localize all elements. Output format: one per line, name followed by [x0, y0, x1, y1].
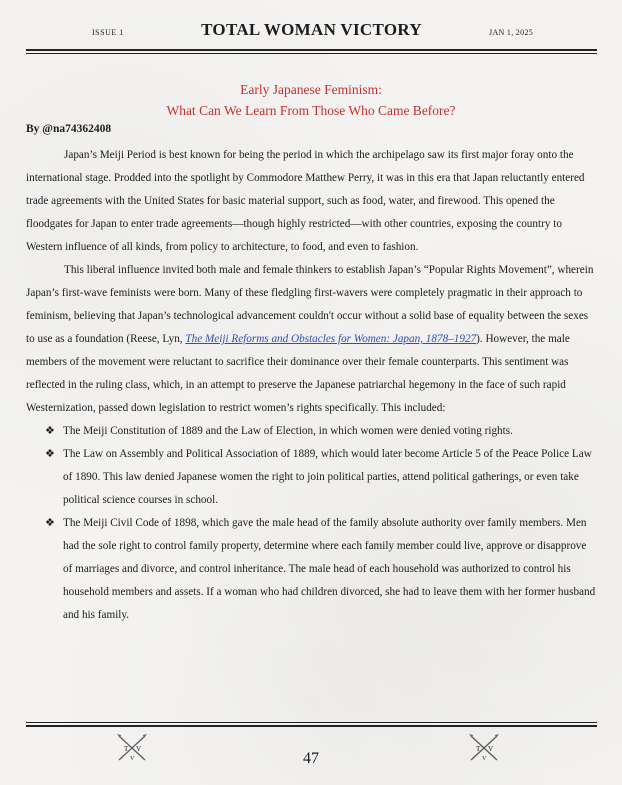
- issue-date: JAN 1, 2025: [489, 28, 533, 37]
- emblem-letter: T: [476, 745, 481, 753]
- diamond-bullet-icon: ❖: [45, 425, 55, 437]
- list-item: [26, 420, 597, 443]
- restrictions-list: [26, 420, 597, 627]
- list-item: [26, 443, 597, 512]
- page-header: [26, 14, 597, 50]
- emblem-letter: V: [130, 756, 135, 762]
- article-title-line1: Early Japanese Feminism:: [240, 82, 382, 97]
- article-byline: By @na74362408: [26, 123, 112, 135]
- masthead-title: TOTAL WOMAN VICTORY: [201, 20, 422, 39]
- list-item-text: The Law on Assembly and Political Association of 1889, which would later become Article 5 of the Peace Police Law of 1890. This law denied Japanese women the right to join political parties, attend political gatherings, or even take political science courses in school.: [63, 448, 592, 506]
- article-title: [0, 79, 622, 121]
- emblem-letter: V: [488, 745, 494, 753]
- paragraph-2-text-a: This liberal influence invited both male and female thinkers to establish Japan’s “Popular Rights Movement”, wherein Japan’s first-wave feminists were born. Many of these fledgling first-wavers were completely pragmatic in their approach to feminism, believing that Japan’s technological advancement couldn't occur without a solid base of equality between the sexes to use as a foundation (Reese, Lyn,: [26, 264, 594, 345]
- issue-label: ISSUE 1: [92, 28, 124, 37]
- emblem-letter: V: [136, 745, 142, 753]
- paragraph-2-text-b: ). However, the male members of the movement were reluctant to sacrifice their dominance over their female counterparts. This sentiment was reflected in the ruling class, which, in an attempt to preserve the Japanese patriarchal hegemony in the face of such rapid Westernization, passed down legislation to restrict women’s rights specifically. This included:: [26, 333, 570, 414]
- article-title-line2: What Can We Learn From Those Who Came Before?: [166, 103, 456, 118]
- footer-divider: [26, 722, 597, 727]
- paragraph-1: Japan’s Meiji Period is best known for being the period in which the archipelago saw its first major foray onto the international stage. Prodded into the spotlight by Commodore Matthew Perry, it was in this era that Japan reluctantly entered trade agreements with the United States for basic material support, such as food, water, and firewood. This opened the floodgates for Japan to enter trade agreements—though highly restricted—with other countries, exposing the country to Western influence of all kinds, from policy to architecture, to food, and even to fashion.: [26, 149, 585, 253]
- paragraph-2: [26, 259, 597, 420]
- diamond-bullet-icon: ❖: [45, 448, 55, 460]
- diamond-bullet-icon: ❖: [45, 517, 55, 529]
- emblem-letter: T: [124, 745, 129, 753]
- header-divider: [26, 49, 597, 54]
- page-number: 47: [303, 750, 319, 767]
- emblem-letter: V: [482, 756, 487, 762]
- list-item-text: The Meiji Constitution of 1889 and the Law of Election, in which women were denied voting rights.: [63, 425, 513, 437]
- list-item: [26, 512, 597, 627]
- article-body: [26, 144, 597, 627]
- list-item-text: The Meiji Civil Code of 1898, which gave the male head of the family absolute authority over family members. Men had the sole right to control family property, determine where each family member could live, approve or disapprove of marriages and divorce, and control inheritance. The male head of each household was authorized to control his household members and assets. If a woman who had children divorced, she had to leave them with her former husband and his family.: [63, 517, 596, 621]
- source-link[interactable]: The Meiji Reforms and Obstacles for Women: Japan, 1878–1927: [185, 333, 477, 345]
